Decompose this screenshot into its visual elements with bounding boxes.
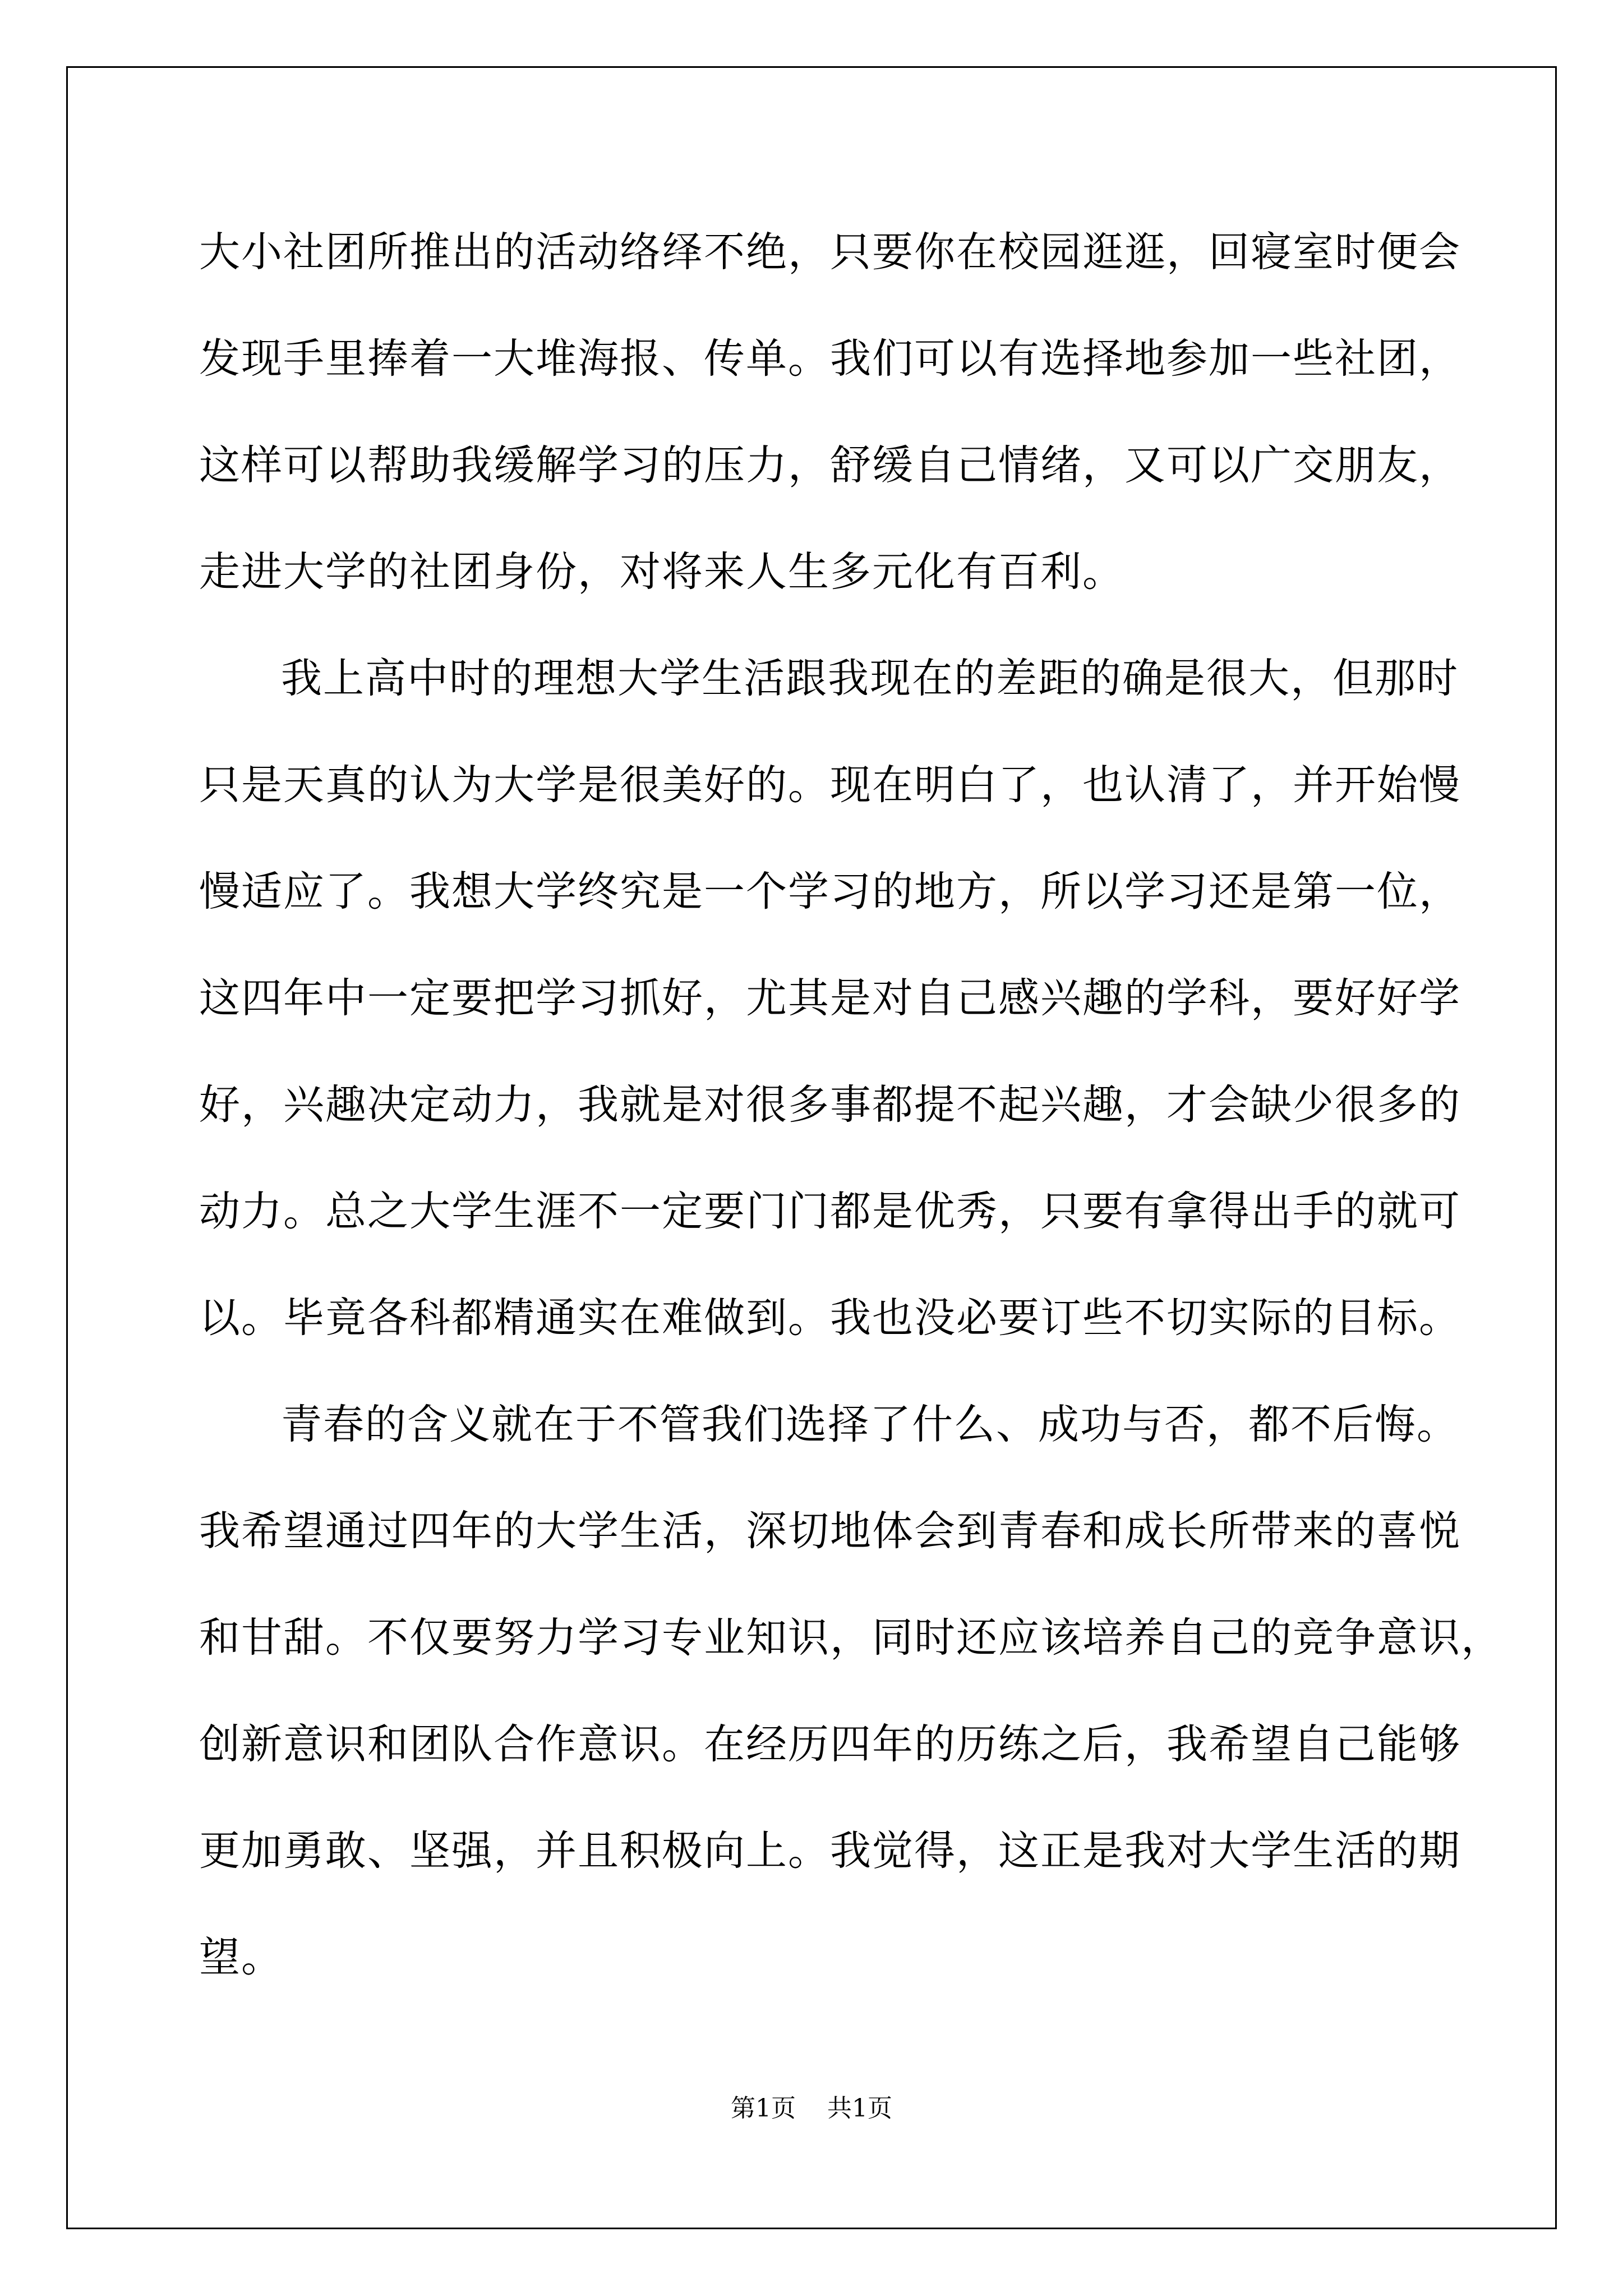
text-line: 和甘甜。不仅要努力学习专业知识，同时还应该培养自己的竞争意识， [199, 1614, 1503, 1662]
text-line: 我希望通过四年的大学生活，深切地体会到青春和成长所带来的喜悦 [199, 1507, 1461, 1555]
text-line: 青春的含义就在于不管我们选择了什么、成功与否，都不后悔。 [281, 1401, 1459, 1448]
text-line: 走进大学的社团身份，对将来人生多元化有百利。 [199, 548, 1124, 596]
text-line: 这样可以帮助我缓解学习的压力，舒缓自己情绪，又可以广交朋友， [199, 441, 1461, 489]
text-line: 慢适应了。我想大学终究是一个学习的地方，所以学习还是第一位， [199, 868, 1461, 915]
text-line: 望。 [199, 1934, 283, 1981]
text-line: 大小社团所推出的活动络绎不绝，只要你在校园逛逛，回寝室时便会 [199, 228, 1461, 276]
text-line: 发现手里捧着一大堆海报、传单。我们可以有选择地参加一些社团， [199, 335, 1461, 383]
text-line: 这四年中一定要把学习抓好，尤其是对自己感兴趣的学科，要好好学 [199, 974, 1461, 1022]
text-line: 动力。总之大学生涯不一定要门门都是优秀，只要有拿得出手的就可 [199, 1188, 1461, 1235]
page-total: 共1页 [827, 2094, 892, 2123]
text-line: 好，兴趣决定动力，我就是对很多事都提不起兴趣，才会缺少很多的 [199, 1081, 1461, 1129]
page-number: 第1页 [731, 2094, 796, 2123]
text-line: 更加勇敢、坚强，并且积极向上。我觉得，这正是我对大学生活的期 [199, 1827, 1461, 1875]
page-footer [0, 2088, 1623, 2124]
document-body [199, 199, 1503, 2011]
text-line: 我上高中时的理想大学生活跟我现在的差距的确是很大，但那时 [281, 655, 1459, 702]
text-line: 以。毕竟各科都精通实在难做到。我也没必要订些不切实际的目标。 [199, 1294, 1461, 1342]
text-line: 只是天真的认为大学是很美好的。现在明白了，也认清了，并开始慢 [199, 761, 1461, 809]
text-line: 创新意识和团队合作意识。在经历四年的历练之后，我希望自己能够 [199, 1720, 1461, 1768]
